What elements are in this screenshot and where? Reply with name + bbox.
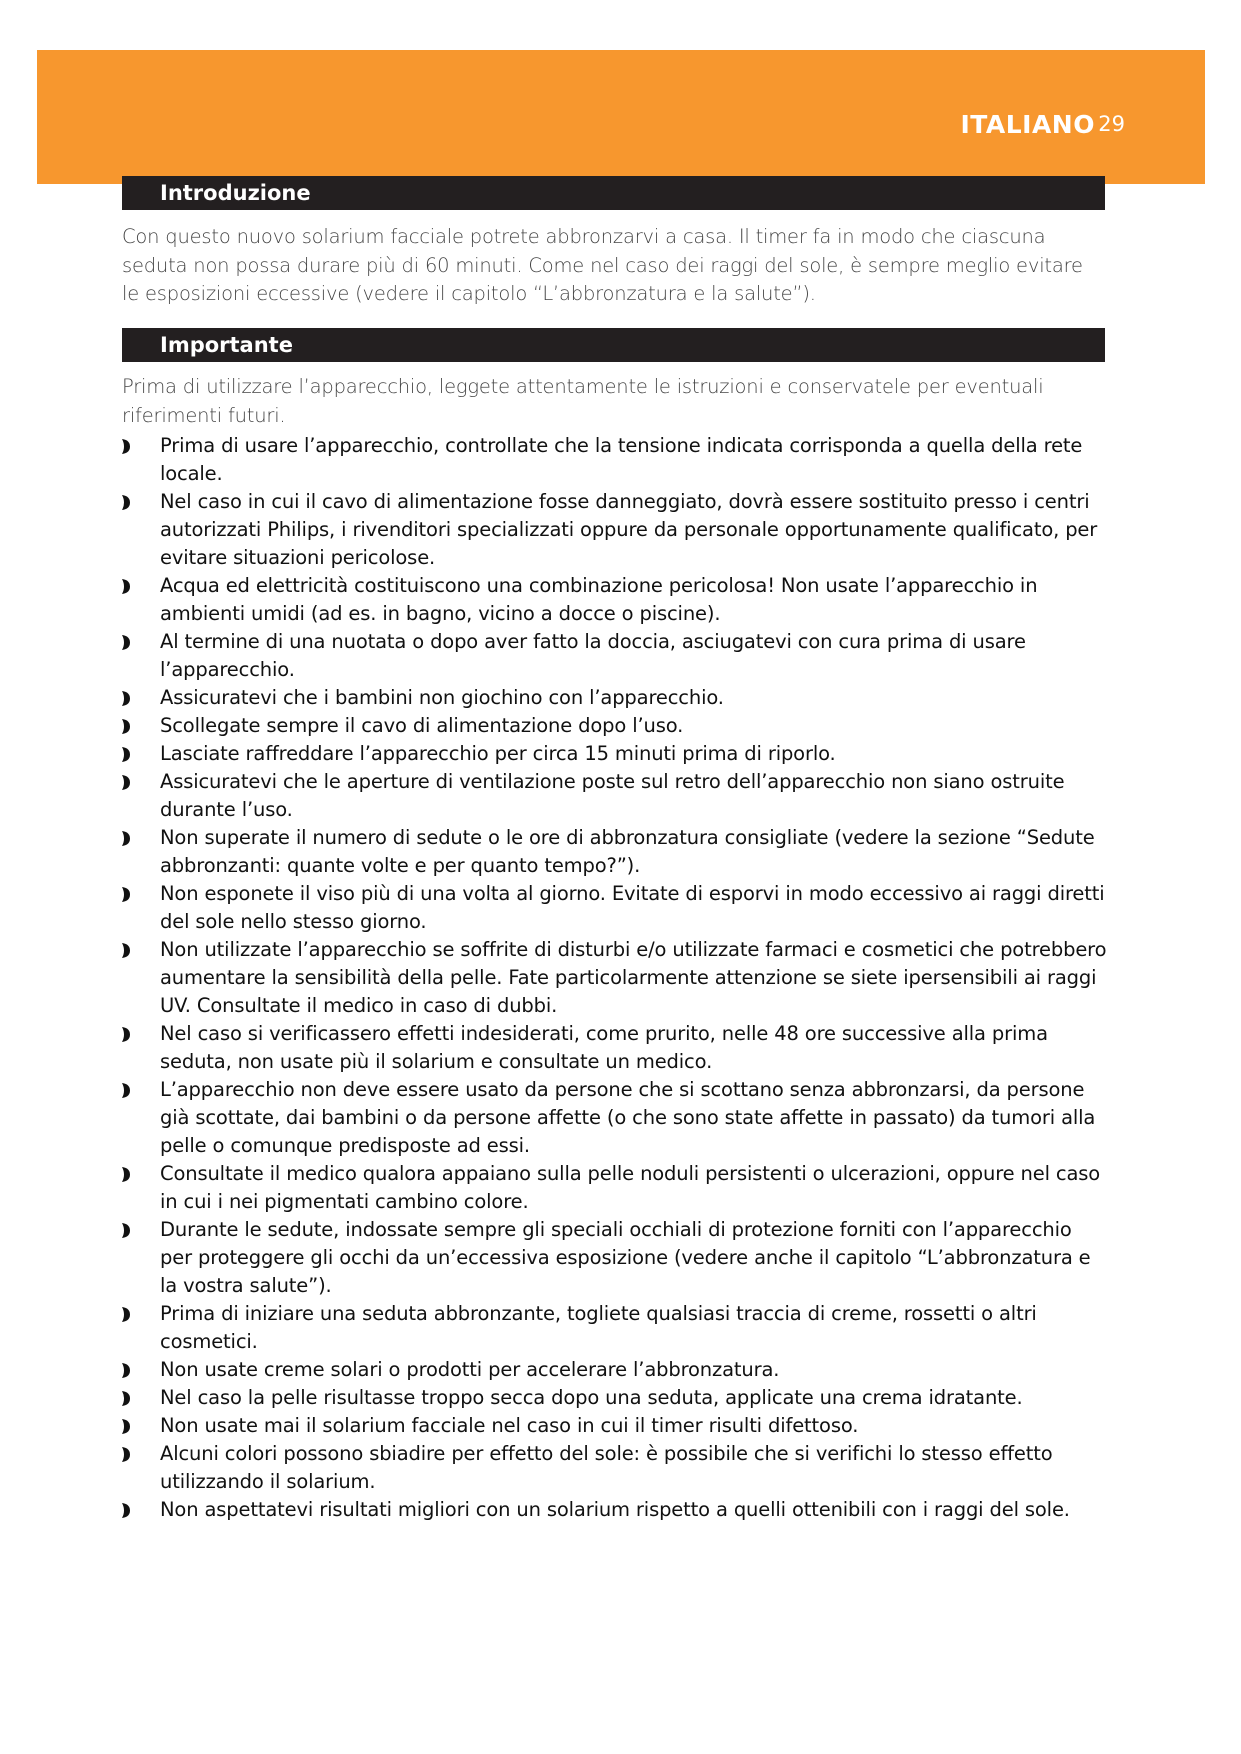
list-item: Non superate il numero di sedute o le ore di abbronzatura consigliate (vedere la sezione “Sedute abbronzanti: quante volte e per quanto tempo?”). bbox=[122, 824, 1107, 880]
bullet-icon bbox=[122, 1447, 130, 1462]
bullet-icon bbox=[122, 887, 130, 902]
list-item: Durante le sedute, indossate sempre gli speciali occhiali di protezione forniti con l’apparecchio per proteggere gli occhi da un’eccessiva esposizione (vedere anche il capitolo “L’abbronzatura e la vostra salute”). bbox=[122, 1216, 1107, 1300]
bullet-icon bbox=[122, 1419, 130, 1434]
bullet-icon bbox=[122, 831, 130, 846]
list-item: Non utilizzate l’apparecchio se soffrite di disturbi e/o utilizzate farmaci e cosmetici che potrebbero aumentare la sensibilità della pelle. Fate particolarmente attenzione se siete ipersensibili ai raggi UV. Consultate il medico in caso di dubbi. bbox=[122, 936, 1107, 1020]
list-item: Non usate creme solari o prodotti per accelerare l’abbronzatura. bbox=[122, 1356, 1107, 1384]
bullet-icon bbox=[122, 635, 130, 650]
section-header-important bbox=[122, 328, 1105, 362]
bullet-icon bbox=[122, 1391, 130, 1406]
list-item: Assicuratevi che le aperture di ventilazione poste sul retro dell’apparecchio non siano ostruite durante l’uso. bbox=[122, 768, 1107, 824]
list-item: Prima di iniziare una seduta abbronzante, togliete qualsiasi traccia di creme, rossetti o altri cosmetici. bbox=[122, 1300, 1107, 1356]
list-item: Non aspettatevi risultati migliori con un solarium rispetto a quelli ottenibili con i raggi del sole. bbox=[122, 1496, 1107, 1524]
bullet-icon bbox=[122, 1363, 130, 1378]
bullet-icon bbox=[122, 691, 130, 706]
bullet-icon bbox=[122, 775, 130, 790]
list-item: Al termine di una nuotata o dopo aver fatto la doccia, asciugatevi con cura prima di usare l’apparecchio. bbox=[122, 628, 1107, 684]
bullet-icon bbox=[122, 1027, 130, 1042]
list-item: Non usate mai il solarium facciale nel caso in cui il timer risulti difettoso. bbox=[122, 1412, 1107, 1440]
intro-paragraph: Con questo nuovo solarium facciale potrete abbronzarvi a casa. Il timer fa in modo che ciascuna seduta non possa durare più di 60 minuti. Come nel caso dei raggi del sole, è sempre meglio evitare le esposizioni eccessive (vedere il capitolo “L’abbronzatura e la salute”). bbox=[122, 225, 1083, 305]
list-item: Lasciate raffreddare l’apparecchio per circa 15 minuti prima di riporlo. bbox=[122, 740, 1107, 768]
language-label: ITALIANO bbox=[960, 110, 1095, 139]
section-header-intro bbox=[122, 176, 1105, 210]
list-item: Nel caso la pelle risultasse troppo secca dopo una seduta, applicate una crema idratante. bbox=[122, 1384, 1107, 1412]
bullet-icon bbox=[122, 495, 130, 510]
bullet-icon bbox=[122, 1167, 130, 1182]
page-number: 29 bbox=[1098, 112, 1125, 136]
bullet-icon bbox=[122, 1503, 130, 1518]
list-item: Nel caso in cui il cavo di alimentazione fosse danneggiato, dovrà essere sostituito presso i centri autorizzati Philips, i rivenditori specializzati oppure da personale opportunamente qualificato, per evitare situazioni pericolose. bbox=[122, 488, 1107, 572]
section-title: Importante bbox=[160, 333, 293, 357]
list-item: Scollegate sempre il cavo di alimentazione dopo l’uso. bbox=[122, 712, 1107, 740]
list-item: Assicuratevi che i bambini non giochino con l’apparecchio. bbox=[122, 684, 1107, 712]
list-item: Nel caso si verificassero effetti indesiderati, come prurito, nelle 48 ore successive alla prima seduta, non usate più il solarium e consultate un medico. bbox=[122, 1020, 1107, 1076]
list-item: Consultate il medico qualora appaiano sulla pelle noduli persistenti o ulcerazioni, oppure nel caso in cui i nei pigmentati cambino colore. bbox=[122, 1160, 1107, 1216]
bullet-icon bbox=[122, 943, 130, 958]
list-item: Non esponete il viso più di una volta al giorno. Evitate di esporvi in modo eccessivo ai raggi diretti del sole nello stesso giorno. bbox=[122, 880, 1107, 936]
list-item: L’apparecchio non deve essere usato da persone che si scottano senza abbronzarsi, da persone già scottate, dai bambini o da persone affette (o che sono state affette in passato) da tumori alla pelle o comunque predisposte ad essi. bbox=[122, 1076, 1107, 1160]
section-title: Introduzione bbox=[160, 181, 311, 205]
bullet-icon bbox=[122, 1307, 130, 1322]
bullet-icon bbox=[122, 747, 130, 762]
list-item: Alcuni colori possono sbiadire per effetto del sole: è possibile che si verifichi lo stesso effetto utilizzando il solarium. bbox=[122, 1440, 1107, 1496]
warning-list bbox=[122, 432, 1107, 1524]
bullet-icon bbox=[122, 1223, 130, 1238]
bullet-icon bbox=[122, 719, 130, 734]
important-intro-paragraph: Prima di utilizzare l’apparecchio, leggete attentamente le istruzioni e conservatele per eventuali riferimenti futuri. bbox=[122, 375, 1044, 427]
list-item: Prima di usare l’apparecchio, controllate che la tensione indicata corrisponda a quella della rete locale. bbox=[122, 432, 1107, 488]
bullet-icon bbox=[122, 1083, 130, 1098]
bullet-icon bbox=[122, 439, 130, 454]
list-item: Acqua ed elettricità costituiscono una combinazione pericolosa! Non usate l’apparecchio in ambienti umidi (ad es. in bagno, vicino a docce o piscine). bbox=[122, 572, 1107, 628]
bullet-icon bbox=[122, 579, 130, 594]
